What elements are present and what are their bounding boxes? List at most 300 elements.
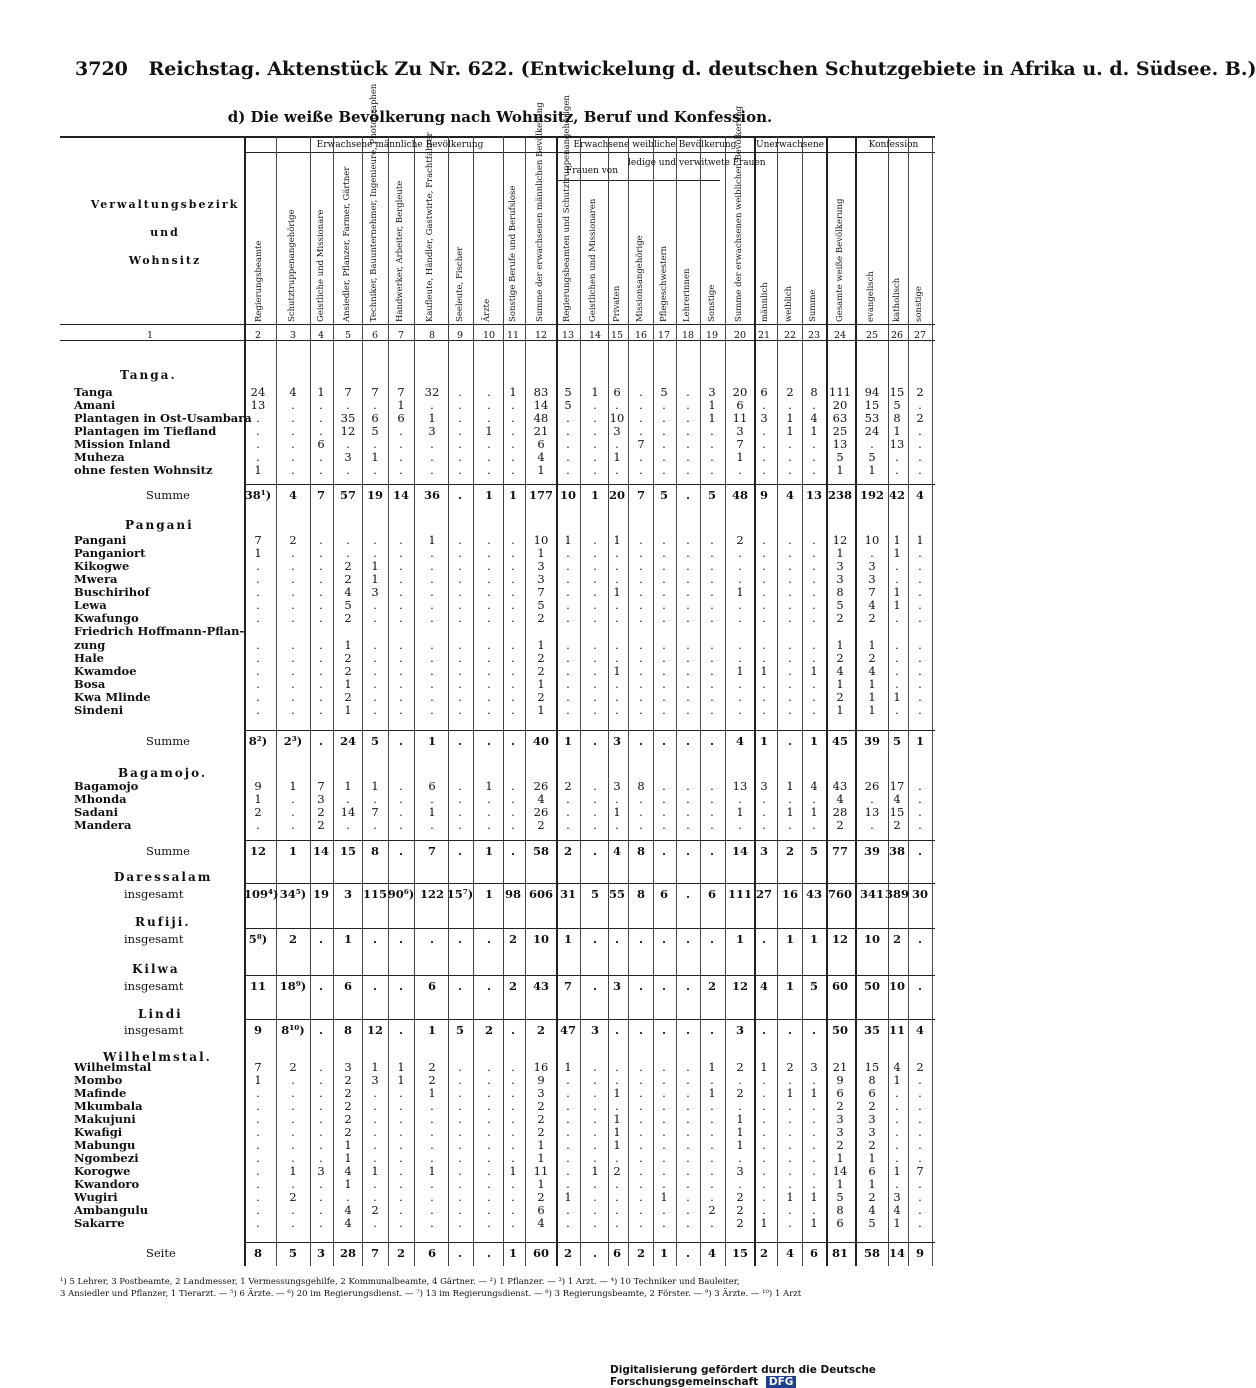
table-cell: 1 [736, 805, 744, 819]
table-cell: . [399, 779, 403, 793]
table-cell: . [566, 1216, 570, 1230]
table-cell: . [812, 677, 816, 691]
table-cell: . [895, 1112, 899, 1126]
summary-row [74, 933, 934, 946]
table-cell: 1 [371, 1060, 379, 1074]
table-cell: . [895, 1138, 899, 1152]
table-cell: . [399, 598, 403, 612]
table-cell: 1 [344, 1138, 352, 1152]
table-cell: 12 [366, 1023, 383, 1037]
table-cell: 1 [613, 1138, 621, 1152]
table-cell: . [291, 598, 295, 612]
table-cell: . [788, 1125, 792, 1139]
table-cell: . [812, 572, 816, 586]
table-title: d) Die weiße Bevölkerung nach Wohnsitz, Beruf und Konfession. [227, 108, 773, 126]
table-cell: . [487, 1099, 491, 1113]
table-cell: . [319, 1099, 323, 1113]
table-cell: . [291, 572, 295, 586]
table-cell: 7 [537, 585, 545, 599]
column-number: 26 [890, 330, 904, 341]
table-cell: . [639, 1060, 643, 1074]
table-cell: 2 [736, 1216, 744, 1230]
table-cell: . [738, 1151, 742, 1165]
table-cell: 2 [836, 818, 844, 832]
table-cell: . [593, 1203, 597, 1217]
table-cell: . [639, 805, 643, 819]
table-cell: . [399, 463, 403, 477]
table-cell: . [487, 818, 491, 832]
table-cell: . [256, 690, 260, 704]
table-cell: . [319, 1138, 323, 1152]
table-cell: 7 [254, 1060, 262, 1074]
table-cell: . [319, 1086, 323, 1100]
table-cell: . [615, 1060, 619, 1074]
table-cell: 1 [893, 424, 901, 438]
table-cell: 15 [339, 844, 356, 858]
table-cell: . [762, 1138, 766, 1152]
table-cell: . [566, 818, 570, 832]
table-cell: 58 [863, 1246, 880, 1260]
table-cell: 28 [832, 805, 848, 819]
row-label: Friedrich Hoffmann-Pflan- [74, 624, 245, 638]
table-cell: . [918, 463, 922, 477]
table-cell: . [256, 437, 260, 451]
row-label: Wugiri [74, 1190, 118, 1204]
table-cell: 1 [868, 677, 876, 691]
row-label: Mkumbala [74, 1099, 143, 1113]
table-cell: . [318, 1023, 323, 1037]
table-cell: . [639, 559, 643, 573]
table-cell: 115 [362, 887, 387, 901]
table-cell: . [762, 598, 766, 612]
table-cell: . [399, 450, 403, 464]
row-label: Sakarre [74, 1216, 125, 1230]
table-cell: 1 [810, 664, 818, 678]
table-cell: 8 [868, 1073, 876, 1087]
table-cell: . [593, 779, 597, 793]
row-label: Ngombezi [74, 1151, 139, 1165]
table-cell: . [398, 979, 403, 993]
table-cell: 2 [892, 932, 901, 946]
table-cell: 1 [254, 546, 262, 560]
row-label: insgesamt [124, 1023, 184, 1037]
table-cell: 1 [836, 677, 844, 691]
table-cell: . [566, 1112, 570, 1126]
table-cell: . [566, 1125, 570, 1139]
table-cell: . [487, 1073, 491, 1087]
table-cell: . [399, 1112, 403, 1126]
table-cell: . [511, 1177, 515, 1191]
table-cell: . [319, 1151, 323, 1165]
table-cell: . [710, 1164, 714, 1178]
table-cell: . [639, 546, 643, 560]
table-row [74, 438, 934, 451]
table-cell: 1 [537, 1138, 545, 1152]
table-cell: . [895, 559, 899, 573]
table-cell: . [662, 690, 666, 704]
table-cell: . [788, 533, 792, 547]
section-title: Daressalam [114, 870, 213, 884]
table-cell: . [918, 703, 922, 717]
group-header-frauen-von: Frauen von [566, 166, 618, 176]
table-cell: . [430, 677, 434, 691]
table-cell: 1 [836, 703, 844, 717]
table-cell: 3 [736, 1164, 744, 1178]
table-cell: . [487, 559, 491, 573]
table-cell: . [373, 611, 377, 625]
table-cell: 1 [893, 546, 901, 560]
table-cell: . [593, 1073, 597, 1087]
table-cell: . [593, 424, 597, 438]
table-cell: 20 [732, 385, 748, 399]
table-cell: . [511, 664, 515, 678]
table-cell: . [510, 734, 515, 748]
column-header: Missionsangehörige [635, 235, 645, 322]
column-number: 1 [146, 330, 154, 341]
table-cell: . [686, 424, 690, 438]
row-label: Mwera [74, 572, 118, 586]
table-cell: . [458, 805, 462, 819]
table-cell: . [593, 677, 597, 691]
table-cell: 6 [809, 1246, 818, 1260]
table-cell: 19 [366, 488, 383, 502]
table-cell: . [511, 1099, 515, 1113]
table-cell: . [686, 1164, 690, 1178]
table-cell: 43 [805, 887, 822, 901]
table-cell: . [686, 533, 690, 547]
table-cell: . [458, 1190, 462, 1204]
table-cell: . [788, 1073, 792, 1087]
table-cell: . [399, 1086, 403, 1100]
table-cell: 1 [591, 385, 599, 399]
table-cell: 1 [785, 979, 794, 993]
table-cell: 1 [893, 598, 901, 612]
table-cell: . [639, 385, 643, 399]
table-cell: . [319, 411, 323, 425]
table-cell: . [256, 411, 260, 425]
table-cell: . [256, 598, 260, 612]
column-header: Summe [808, 289, 818, 322]
table-cell: . [686, 572, 690, 586]
table-cell: . [639, 1099, 643, 1113]
table-row [74, 586, 934, 599]
table-cell: 4 [810, 779, 818, 793]
table-cell: . [686, 1190, 690, 1204]
table-cell: . [709, 734, 714, 748]
table-cell: 1 [868, 1151, 876, 1165]
group-header-konfession: Konfession [868, 140, 919, 150]
table-cell: . [738, 572, 742, 586]
table-cell: . [918, 651, 922, 665]
table-cell: . [710, 638, 714, 652]
table-cell: . [788, 703, 792, 717]
table-cell: . [710, 1125, 714, 1139]
table-cell: . [511, 559, 515, 573]
table-cell: 2 [317, 818, 325, 832]
table-cell: . [291, 1203, 295, 1217]
table-cell: . [811, 1023, 816, 1037]
table-cell: . [291, 437, 295, 451]
column-number: 3 [289, 330, 297, 341]
table-cell: . [319, 572, 323, 586]
table-cell: 15 [864, 398, 880, 412]
table-cell: . [458, 437, 462, 451]
table-cell: . [566, 1099, 570, 1113]
table-cell: . [812, 703, 816, 717]
table-cell: 1 [810, 1216, 818, 1230]
table-cell: 8 [636, 844, 645, 858]
table-cell: 1 [659, 1246, 668, 1260]
table-cell: . [738, 546, 742, 560]
table-cell: . [566, 805, 570, 819]
table-cell: 1 [810, 805, 818, 819]
table-row [74, 599, 934, 612]
table-cell: . [511, 398, 515, 412]
table-cell: . [639, 818, 643, 832]
table-row [74, 1165, 934, 1178]
table-cell: 58 [532, 844, 549, 858]
table-row [74, 652, 934, 665]
table-cell: . [895, 1177, 899, 1191]
table-cell: 1 [344, 703, 352, 717]
table-cell: 2 [344, 1125, 352, 1139]
table-cell: . [615, 690, 619, 704]
table-cell: . [398, 932, 403, 946]
table-cell: 13 [889, 437, 905, 451]
table-cell: 2 [916, 1060, 924, 1074]
table-cell: . [812, 1177, 816, 1191]
row-label: Kwandoro [74, 1177, 140, 1191]
table-cell: . [812, 1138, 816, 1152]
table-cell: 13 [732, 779, 748, 793]
table-cell: 6 [868, 1164, 876, 1178]
section-title: Bagamojo. [118, 766, 208, 780]
table-cell: 1 [613, 533, 621, 547]
column-header: Ärzte [482, 298, 492, 322]
table-cell: . [487, 437, 491, 451]
table-cell: 2 [836, 690, 844, 704]
page-number: 3720 [75, 58, 128, 80]
table-cell: . [686, 818, 690, 832]
table-cell: . [686, 677, 690, 691]
table-cell: . [918, 585, 922, 599]
row-label: Seite [146, 1246, 176, 1260]
table-cell: . [291, 818, 295, 832]
table-cell: 5 [836, 1190, 844, 1204]
table-cell: 1 [428, 805, 436, 819]
table-cell: . [458, 1060, 462, 1074]
table-cell: . [373, 1138, 377, 1152]
table-cell: 2 [289, 533, 297, 547]
table-cell: . [662, 1164, 666, 1178]
table-cell: 111 [829, 385, 851, 399]
table-cell: . [430, 559, 434, 573]
table-cell: . [738, 638, 742, 652]
sum-rule [244, 840, 935, 841]
row-label: Ambangulu [74, 1203, 149, 1217]
table-cell: . [762, 1164, 766, 1178]
table-cell: . [399, 677, 403, 691]
table-cell: 1 [760, 1060, 768, 1074]
row-label: Kwamdoe [74, 664, 137, 678]
table-cell: . [486, 734, 491, 748]
table-cell: 24 [339, 734, 356, 748]
table-cell: 2 [344, 1073, 352, 1087]
table-cell: . [709, 844, 714, 858]
table-cell: 12 [731, 979, 748, 993]
table-cell: . [566, 1203, 570, 1217]
section-title: Wilhelmstal. [103, 1050, 212, 1064]
table-cell: 1 [786, 411, 794, 425]
table-cell: . [812, 398, 816, 412]
table-cell: . [346, 533, 350, 547]
table-row [74, 1204, 934, 1217]
table-row [74, 1100, 934, 1113]
table-cell: . [614, 932, 619, 946]
column-header: männlich [760, 282, 770, 322]
row-label: Wilhelmstal [74, 1060, 152, 1074]
table-cell: 50 [863, 979, 880, 993]
table-cell: . [593, 437, 597, 451]
table-cell: 3 [735, 1023, 744, 1037]
table-cell: . [615, 638, 619, 652]
table-cell: 7 [736, 437, 744, 451]
table-cell: . [762, 1073, 766, 1087]
table-cell: . [812, 1073, 816, 1087]
table-cell: . [399, 1190, 403, 1204]
table-cell: . [686, 398, 690, 412]
table-cell: . [762, 533, 766, 547]
table-cell: . [895, 651, 899, 665]
table-cell: . [457, 488, 462, 502]
table-cell: 341 [859, 887, 884, 901]
table-cell: 1 [564, 1190, 572, 1204]
table-cell: . [918, 1190, 922, 1204]
table-cell: . [373, 1177, 377, 1191]
table-cell: . [511, 805, 515, 819]
table-cell: . [593, 533, 597, 547]
table-cell: 1 [428, 1086, 436, 1100]
table-cell: . [430, 664, 434, 678]
row-label: Pangani [74, 533, 127, 547]
table-cell: . [762, 1086, 766, 1100]
table-cell: . [710, 450, 714, 464]
table-cell: . [788, 398, 792, 412]
row-label: Summe [146, 734, 190, 748]
table-cell: . [566, 1073, 570, 1087]
table-cell: . [593, 411, 597, 425]
table-cell: 1 [736, 1138, 744, 1152]
table-cell: . [762, 450, 766, 464]
table-cell: . [430, 463, 434, 477]
table-cell: . [895, 677, 899, 691]
column-header: Geistlichen und Missionaren [588, 198, 598, 322]
group-header-rule [244, 152, 935, 153]
table-cell: . [788, 546, 792, 560]
table-cell: . [615, 792, 619, 806]
table-cell: 10 [888, 979, 905, 993]
table-cell: . [762, 463, 766, 477]
table-cell: 1 [893, 690, 901, 704]
row-label: Mandera [74, 818, 132, 832]
table-cell: . [686, 463, 690, 477]
table-cell: 10 [864, 533, 880, 547]
table-cell: . [487, 463, 491, 477]
table-cell: 2 [344, 690, 352, 704]
table-cell: 2 [868, 611, 876, 625]
table-cell: 5 [892, 734, 901, 748]
table-cell: 2 [916, 411, 924, 425]
column-number: 14 [588, 330, 602, 341]
table-cell: 2 [344, 1112, 352, 1126]
table-cell: . [686, 598, 690, 612]
table-cell: 83 [533, 385, 549, 399]
table-cell: . [787, 1023, 792, 1037]
table-cell: 1 [760, 1216, 768, 1230]
table-cell: 6 [427, 1246, 436, 1260]
table-cell: 15 [889, 805, 905, 819]
table-cell: 45 [831, 734, 848, 748]
table-cell: . [812, 1203, 816, 1217]
table-cell: . [593, 1112, 597, 1126]
table-cell: . [430, 546, 434, 560]
column-number: 19 [705, 330, 719, 341]
table-cell: . [399, 559, 403, 573]
table-cell: 1 [759, 734, 768, 748]
column-number: 9 [456, 330, 464, 341]
table-cell: 9 [759, 488, 768, 502]
table-cell: . [399, 585, 403, 599]
table-cell: . [615, 1099, 619, 1113]
table-cell: . [662, 792, 666, 806]
table-cell: 2 [836, 1099, 844, 1113]
table-cell: 1 [613, 450, 621, 464]
column-header: Regierungsbeamten und Schutztruppenangehörigen [562, 95, 572, 322]
table-cell: . [918, 638, 922, 652]
table-cell: 1 [344, 677, 352, 691]
table-cell: . [710, 664, 714, 678]
table-cell: . [639, 411, 643, 425]
table-cell: . [895, 703, 899, 717]
table-cell: 6 [613, 385, 621, 399]
table-cell: . [430, 651, 434, 665]
table-cell: . [639, 585, 643, 599]
table-cell: . [686, 805, 690, 819]
dfg-credit [610, 1364, 1000, 1388]
table-cell: . [291, 664, 295, 678]
table-cell: . [346, 437, 350, 451]
table-cell: . [918, 677, 922, 691]
table-cell: 3 [868, 559, 876, 573]
table-cell: 1 [371, 450, 379, 464]
table-cell: . [487, 1177, 491, 1191]
table-cell: . [291, 1073, 295, 1087]
table-cell: . [615, 1203, 619, 1217]
table-cell: . [710, 463, 714, 477]
table-cell: . [511, 437, 515, 451]
table-cell: . [566, 424, 570, 438]
table-cell: 12 [832, 533, 848, 547]
page-header [75, 58, 1256, 80]
table-cell: 1 [344, 1177, 352, 1191]
table-cell: . [662, 546, 666, 560]
column-number: 16 [634, 330, 648, 341]
table-cell: . [686, 1060, 690, 1074]
table-cell: . [812, 1099, 816, 1113]
table-cell: . [487, 398, 491, 412]
table-cell: 1 [708, 1086, 716, 1100]
table-cell: . [319, 450, 323, 464]
